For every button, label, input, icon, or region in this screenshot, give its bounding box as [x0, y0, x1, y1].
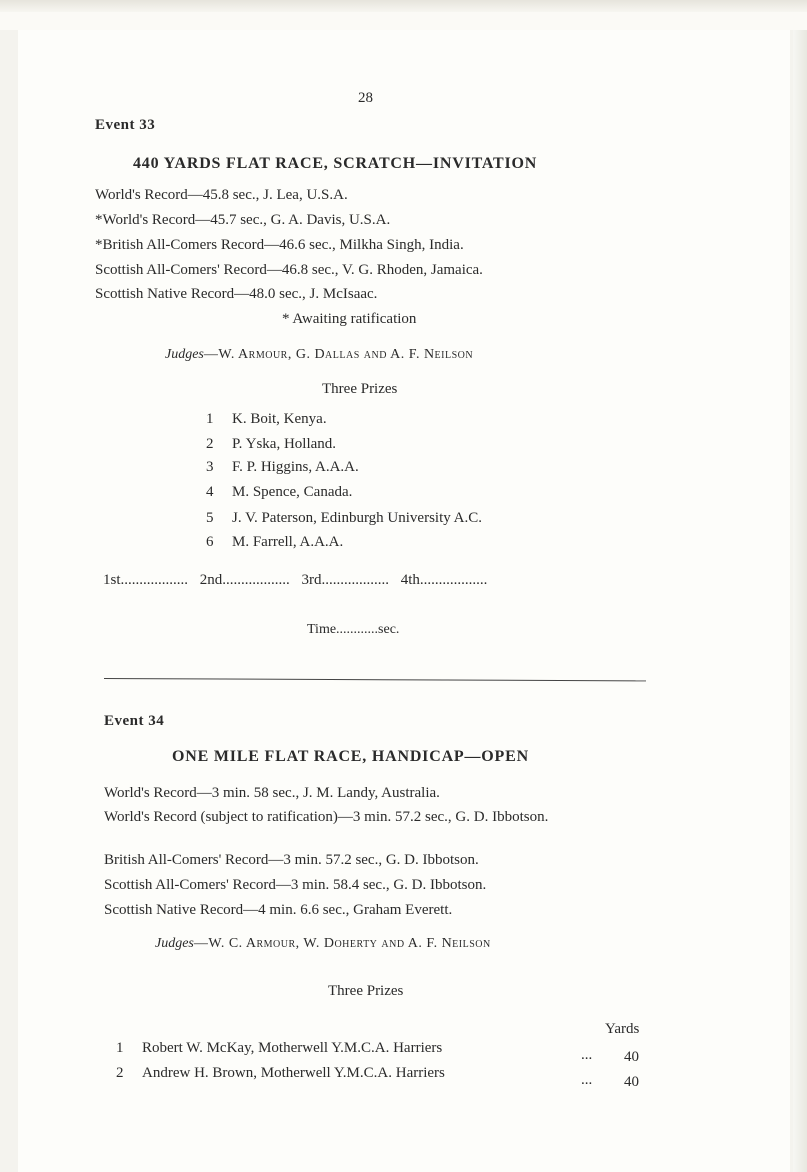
event-34-record-5: Scottish Native Record—4 min. 6.6 sec., Graham Everett. [104, 902, 453, 918]
entrant-number: 6 [206, 534, 214, 550]
event-33-entrant-5 [206, 510, 482, 527]
event-34-yards-header: Yards [605, 1021, 640, 1037]
judges-prefix: Judges [165, 347, 204, 362]
event-34-record-1: World's Record—3 min. 58 sec., J. M. Landy, Australia. [104, 785, 440, 801]
event-34-entrant-1-dots: ... [581, 1047, 593, 1063]
entrant-name: K. Boit, Kenya. [232, 411, 327, 427]
event-33-label: Event 33 [95, 117, 156, 133]
event-33-time: Time............sec. [307, 622, 400, 637]
event-34-judges [155, 936, 491, 952]
judges-prefix: Judges [155, 936, 194, 951]
event-34-entrant-1-yards: 40 [624, 1049, 639, 1065]
event-33-judges [165, 347, 473, 363]
event-34-title: ONE MILE FLAT RACE, HANDICAP—OPEN [172, 748, 529, 765]
entrant-name: M. Spence, Canada. [232, 484, 353, 500]
event-34-prizes: Three Prizes [328, 983, 404, 999]
event-33-prizes: Three Prizes [322, 381, 398, 397]
event-33-ratification-note: * Awaiting ratification [282, 311, 417, 327]
event-33-record-3: *British All-Comers Record—46.6 sec., Milkha Singh, India. [95, 237, 464, 253]
event-34-entrant-2-dots: ... [581, 1072, 593, 1088]
entrant-number: 2 [206, 436, 214, 452]
event-33-record-1: World's Record—45.8 sec., J. Lea, U.S.A. [95, 187, 348, 203]
event-33-entrant-1 [206, 411, 327, 428]
event-34-label: Event 34 [104, 713, 165, 729]
paper-fold [0, 0, 807, 12]
event-33-entrant-2 [206, 436, 336, 453]
event-33-entrant-4 [206, 484, 352, 501]
entrant-number: 3 [206, 459, 214, 475]
page-number: 28 [358, 90, 373, 106]
event-34-entrant-1 [116, 1040, 442, 1057]
entrant-name: Andrew H. Brown, Motherwell Y.M.C.A. Harriers [142, 1065, 445, 1081]
page-right-edge [793, 30, 807, 1172]
event-33-record-5: Scottish Native Record—48.0 sec., J. McIsaac. [95, 286, 378, 302]
entrant-name: P. Yska, Holland. [232, 436, 337, 452]
entrant-number: 2 [116, 1065, 124, 1081]
entrant-number: 1 [206, 411, 214, 427]
event-33-record-2: *World's Record—45.7 sec., G. A. Davis, U.S.A. [95, 212, 391, 228]
entrant-number: 5 [206, 510, 214, 526]
event-34-record-4: Scottish All-Comers' Record—3 min. 58.4 sec., G. D. Ibbotson. [104, 877, 487, 893]
event-34-entrant-2-yards: 40 [624, 1074, 639, 1090]
entrant-number: 4 [206, 484, 214, 500]
entrant-name: Robert W. McKay, Motherwell Y.M.C.A. Harriers [142, 1040, 443, 1056]
entrant-name: J. V. Paterson, Edinburgh University A.C. [232, 510, 483, 526]
event-33-placings: 1st.................. 2nd.................. 3rd.................. 4th.................. [103, 572, 488, 588]
event-33-record-4: Scottish All-Comers' Record—46.8 sec., V. G. Rhoden, Jamaica. [95, 262, 483, 278]
event-34-entrant-2 [116, 1065, 445, 1082]
page-top-strip [0, 0, 807, 30]
event-34-record-2: World's Record (subject to ratification)—3 min. 57.2 sec., G. D. Ibbotson. [104, 809, 549, 825]
event-33-entrant-6 [206, 534, 343, 551]
event-33-title: 440 YARDS FLAT RACE, SCRATCH—INVITATION [133, 155, 538, 172]
entrant-name: F. P. Higgins, A.A.A. [232, 459, 359, 475]
judges-names: —W. Armour, G. Dallas and A. F. Neilson [203, 347, 474, 362]
entrant-name: M. Farrell, A.A.A. [232, 534, 344, 550]
judges-names: —W. C. Armour, W. Doherty and A. F. Neilson [193, 936, 491, 951]
event-34-record-3: British All-Comers' Record—3 min. 57.2 sec., G. D. Ibbotson. [104, 852, 479, 868]
event-33-entrant-3 [206, 459, 359, 476]
entrant-number: 1 [116, 1040, 124, 1056]
